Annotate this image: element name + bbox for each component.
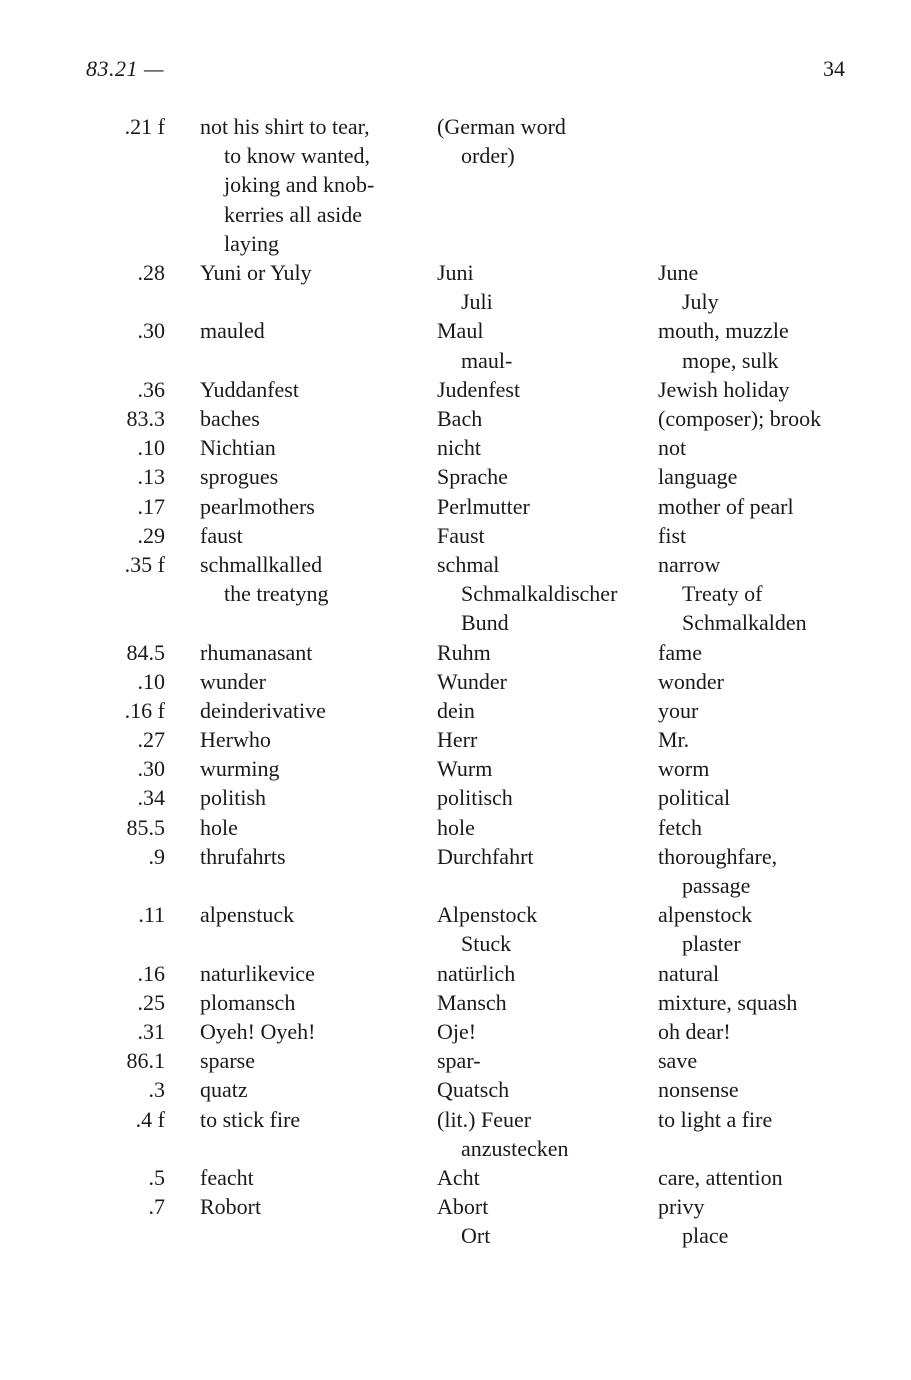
german-source-line: Mansch: [437, 989, 507, 1015]
german-source-cell: [437, 258, 493, 316]
english-gloss-cell: [658, 1075, 739, 1104]
english-gloss-cell: [658, 783, 730, 812]
wake-word-cell: [200, 813, 238, 842]
english-gloss-line: (composer); brook: [658, 405, 822, 431]
german-source-cell: [437, 375, 520, 404]
wake-word-cell: [200, 1046, 255, 1075]
wake-word-cell: [200, 462, 278, 491]
gloss-row: [0, 258, 911, 316]
english-gloss-line: mother of pearl: [658, 493, 794, 519]
english-gloss-line: passage: [682, 873, 751, 898]
wake-word-line: wunder: [200, 668, 266, 694]
gloss-row: [0, 1075, 911, 1104]
german-source-line: Faust: [437, 522, 485, 548]
english-gloss-cell: [658, 1105, 772, 1134]
german-source-line: nicht: [437, 435, 481, 461]
german-source-line: politisch: [437, 785, 513, 811]
english-gloss-line: natural: [658, 960, 720, 986]
english-gloss-line: save: [658, 1048, 698, 1074]
german-source-cell: [437, 667, 507, 696]
gloss-row: [0, 316, 911, 374]
english-gloss-line: mouth, muzzle: [658, 318, 789, 344]
line-reference: .35 f: [124, 551, 165, 577]
german-source-line: Herr: [437, 727, 478, 753]
german-source-cell: [437, 813, 475, 842]
german-source-cell: [437, 433, 481, 462]
german-source-cell: [437, 842, 534, 871]
wake-word-line: deinderivative: [200, 697, 326, 723]
english-gloss-cell: [658, 462, 737, 491]
wake-word-line: sprogues: [200, 464, 279, 490]
german-source-cell: [437, 316, 512, 374]
line-reference: 86.1: [126, 1048, 165, 1074]
gloss-row: [0, 404, 911, 433]
english-gloss-line: to light a fire: [658, 1106, 773, 1132]
english-gloss-cell: [658, 842, 777, 900]
wake-word-cell: [200, 783, 266, 812]
english-gloss-cell: [658, 638, 702, 667]
wake-word-line: sparse: [200, 1048, 255, 1074]
german-source-line: Ruhm: [437, 639, 491, 665]
line-reference: .30: [137, 318, 165, 344]
wake-word-cell: [200, 725, 271, 754]
german-source-cell: [437, 112, 566, 170]
english-gloss-cell: [658, 1017, 731, 1046]
german-source-cell: [437, 1046, 481, 1075]
german-source-cell: [437, 959, 515, 988]
wake-word-line: pearlmothers: [200, 493, 315, 519]
english-gloss-line: nonsense: [658, 1077, 739, 1103]
german-source-line: Oje!: [437, 1018, 477, 1044]
gloss-row: [0, 638, 911, 667]
line-reference: .34: [137, 785, 165, 811]
english-gloss-cell: [658, 316, 789, 374]
wake-word-cell: [200, 1163, 254, 1192]
line-reference: .11: [138, 902, 165, 928]
german-source-line: Ort: [461, 1223, 491, 1249]
english-gloss-cell: [658, 813, 702, 842]
german-source-line: Perlmutter: [437, 493, 530, 519]
gloss-row: [0, 813, 911, 842]
gloss-row: [0, 521, 911, 550]
wake-word-line: the treatyng: [224, 581, 329, 607]
german-source-cell: [437, 1075, 509, 1104]
english-gloss-line: July: [682, 289, 719, 315]
gloss-row: [0, 696, 911, 725]
gloss-row: [0, 988, 911, 1017]
wake-word-line: rhumanasant: [200, 639, 313, 665]
english-gloss-cell: [658, 754, 709, 783]
english-gloss-line: fame: [658, 639, 702, 665]
wake-word-line: not his shirt to tear,: [200, 114, 370, 139]
german-source-line: Abort: [437, 1194, 489, 1220]
german-source-line: Juni: [437, 260, 474, 285]
german-source-cell: [437, 988, 507, 1017]
english-gloss-line: political: [658, 785, 731, 811]
german-source-line: Wunder: [437, 668, 507, 694]
line-reference: .25: [137, 989, 165, 1015]
line-reference: .31: [137, 1018, 165, 1044]
english-gloss-line: Mr.: [658, 727, 690, 753]
german-source-cell: [437, 754, 492, 783]
line-reference: .28: [137, 260, 165, 285]
line-reference: .4 f: [135, 1106, 165, 1132]
german-source-line: Stuck: [461, 931, 512, 957]
english-gloss-line: June: [658, 260, 699, 285]
english-gloss-line: oh dear!: [658, 1018, 731, 1044]
gloss-row: [0, 783, 911, 812]
german-source-line: Maul: [437, 318, 484, 344]
english-gloss-cell: [658, 404, 821, 433]
wake-word-line: feacht: [200, 1164, 254, 1190]
wake-word-line: Herwho: [200, 727, 271, 753]
wake-word-line: baches: [200, 405, 260, 431]
german-source-line: Bund: [461, 610, 509, 636]
gloss-row: [0, 900, 911, 958]
english-gloss-line: Treaty of: [682, 581, 763, 607]
wake-word-cell: [200, 1017, 315, 1046]
german-source-line: Sprache: [437, 464, 508, 490]
english-gloss-line: thoroughfare,: [658, 843, 778, 869]
line-reference: .10: [137, 668, 165, 694]
wake-word-line: faust: [200, 522, 243, 548]
english-gloss-line: mope, sulk: [682, 347, 779, 373]
wake-word-cell: [200, 375, 299, 404]
english-gloss-line: privy: [658, 1194, 705, 1220]
gloss-row: [0, 1017, 911, 1046]
english-gloss-cell: [658, 667, 724, 696]
german-source-cell: [437, 492, 530, 521]
line-reference: .29: [137, 522, 165, 548]
gloss-row: [0, 1105, 911, 1163]
english-gloss-line: language: [658, 464, 738, 490]
english-gloss-line: Jewish holiday: [658, 376, 790, 402]
german-source-line: Bach: [437, 405, 483, 431]
wake-word-cell: [200, 521, 243, 550]
german-source-cell: [437, 1017, 476, 1046]
english-gloss-line: mixture, squash: [658, 989, 798, 1015]
wake-word-line: plomansch: [200, 989, 296, 1015]
german-source-line: Durchfahrt: [437, 843, 534, 869]
english-gloss-cell: [658, 521, 686, 550]
wake-word-cell: [200, 258, 312, 287]
line-reference: .27: [137, 727, 165, 753]
wake-word-line: to know wanted,: [224, 143, 371, 169]
english-gloss-line: your: [658, 697, 699, 723]
line-reference: 84.5: [126, 639, 165, 665]
german-source-line: dein: [437, 697, 475, 723]
wake-word-line: mauled: [200, 318, 265, 344]
wake-word-line: Yuddanfest: [200, 376, 299, 402]
english-gloss-cell: [658, 1046, 697, 1075]
line-reference: .30: [137, 756, 165, 782]
gloss-row: [0, 667, 911, 696]
line-reference: .13: [137, 464, 165, 490]
german-source-line: Quatsch: [437, 1077, 510, 1103]
wake-word-cell: [200, 959, 315, 988]
german-source-line: schmal: [437, 551, 500, 577]
german-source-cell: [437, 404, 482, 433]
english-gloss-line: plaster: [682, 931, 741, 957]
german-source-line: Judenfest: [437, 376, 521, 402]
gloss-row: [0, 550, 911, 638]
gloss-row: [0, 492, 911, 521]
english-gloss-line: place: [682, 1223, 729, 1249]
german-source-cell: [437, 1192, 490, 1250]
gloss-row: [0, 433, 911, 462]
english-gloss-line: fetch: [658, 814, 702, 840]
wake-word-line: thrufahrts: [200, 843, 286, 869]
german-source-cell: [437, 638, 491, 667]
german-source-cell: [437, 783, 513, 812]
german-source-line: (German word: [437, 114, 566, 139]
english-gloss-line: narrow: [658, 551, 721, 577]
english-gloss-line: alpenstock: [658, 902, 753, 928]
wake-word-cell: [200, 696, 326, 725]
wake-word-cell: [200, 1075, 248, 1104]
wake-word-cell: [200, 754, 279, 783]
english-gloss-line: Schmalkalden: [682, 610, 807, 636]
running-header: 83.21 —: [86, 56, 165, 81]
gloss-row: [0, 1046, 911, 1075]
wake-word-cell: [200, 1105, 300, 1134]
gloss-row: [0, 462, 911, 491]
wake-word-cell: [200, 404, 260, 433]
wake-word-line: joking and knob-: [224, 172, 375, 198]
wake-word-cell: [200, 988, 295, 1017]
gloss-row: [0, 375, 911, 404]
wake-word-line: Yuni or Yuly: [200, 260, 312, 285]
german-source-cell: [437, 900, 537, 958]
german-source-line: Schmalkaldischer: [461, 581, 618, 607]
wake-word-cell: [200, 316, 265, 345]
english-gloss-cell: [658, 900, 752, 958]
line-reference: .10: [137, 435, 165, 461]
wake-word-cell: [200, 433, 276, 462]
english-gloss-cell: [658, 550, 807, 638]
wake-word-line: laying: [224, 230, 279, 256]
german-source-cell: [437, 550, 617, 638]
german-source-line: natürlich: [437, 960, 516, 986]
german-source-line: (lit.) Feuer: [437, 1106, 532, 1132]
line-reference: 85.5: [126, 814, 165, 840]
german-source-line: order): [461, 143, 515, 169]
line-reference: .16: [137, 960, 165, 986]
english-gloss-cell: [658, 433, 686, 462]
gloss-row: [0, 725, 911, 754]
german-source-line: Acht: [437, 1164, 480, 1190]
english-gloss-cell: [658, 725, 689, 754]
german-source-cell: [437, 725, 477, 754]
english-gloss-line: care, attention: [658, 1164, 783, 1190]
gloss-row: [0, 842, 911, 900]
german-source-cell: [437, 1105, 569, 1163]
english-gloss-cell: [658, 1163, 783, 1192]
line-reference: .17: [137, 493, 165, 519]
line-reference: 83.3: [126, 405, 165, 431]
wake-word-cell: [200, 900, 294, 929]
german-source-line: maul-: [461, 347, 513, 373]
wake-word-cell: [200, 842, 286, 871]
english-gloss-cell: [658, 696, 698, 725]
wake-word-line: to stick fire: [200, 1106, 301, 1132]
wake-word-line: kerries all aside: [224, 201, 363, 227]
wake-word-line: politish: [200, 785, 267, 811]
line-reference: .9: [148, 843, 165, 869]
english-gloss-cell: [658, 988, 797, 1017]
wake-word-cell: [200, 112, 374, 258]
gloss-row: [0, 1192, 911, 1250]
german-source-cell: [437, 521, 485, 550]
german-source-line: hole: [437, 814, 475, 840]
page-number: 34: [823, 56, 845, 81]
wake-word-cell: [200, 550, 328, 608]
wake-word-cell: [200, 492, 315, 521]
german-source-line: Wurm: [437, 756, 493, 782]
german-source-line: Alpenstock: [437, 902, 538, 928]
wake-word-line: schmallkalled: [200, 551, 323, 577]
german-source-line: Juli: [461, 289, 493, 315]
wake-word-cell: [200, 638, 312, 667]
line-reference: .21 f: [124, 114, 165, 139]
german-source-line: anzustecken: [461, 1135, 569, 1161]
line-reference: .16 f: [124, 697, 165, 723]
english-gloss-cell: [658, 959, 719, 988]
german-source-cell: [437, 696, 475, 725]
english-gloss-cell: [658, 258, 719, 316]
english-gloss-line: worm: [658, 756, 710, 782]
german-source-line: spar-: [437, 1048, 481, 1074]
line-reference: .3: [148, 1077, 165, 1103]
english-gloss-line: fist: [658, 522, 687, 548]
wake-word-line: Nichtian: [200, 435, 276, 461]
wake-word-cell: [200, 1192, 261, 1221]
gloss-table: [0, 112, 911, 1251]
gloss-row: [0, 1163, 911, 1192]
german-source-cell: [437, 462, 508, 491]
wake-word-cell: [200, 667, 266, 696]
gloss-row: [0, 112, 911, 258]
gloss-row: [0, 754, 911, 783]
line-reference: .7: [148, 1194, 165, 1220]
wake-word-line: naturlikevice: [200, 960, 315, 986]
line-reference: .5: [148, 1164, 165, 1190]
english-gloss-cell: [658, 375, 789, 404]
english-gloss-cell: [658, 1192, 728, 1250]
english-gloss-line: not: [658, 435, 687, 461]
german-source-cell: [437, 1163, 480, 1192]
wake-word-line: Robort: [200, 1194, 262, 1220]
wake-word-line: hole: [200, 814, 238, 840]
wake-word-line: wurming: [200, 756, 280, 782]
wake-word-line: quatz: [200, 1077, 248, 1103]
gloss-row: [0, 959, 911, 988]
english-gloss-cell: [658, 492, 794, 521]
wake-word-line: alpenstuck: [200, 902, 295, 928]
line-reference: .36: [137, 376, 165, 402]
english-gloss-line: wonder: [658, 668, 724, 694]
wake-word-line: Oyeh! Oyeh!: [200, 1018, 316, 1044]
